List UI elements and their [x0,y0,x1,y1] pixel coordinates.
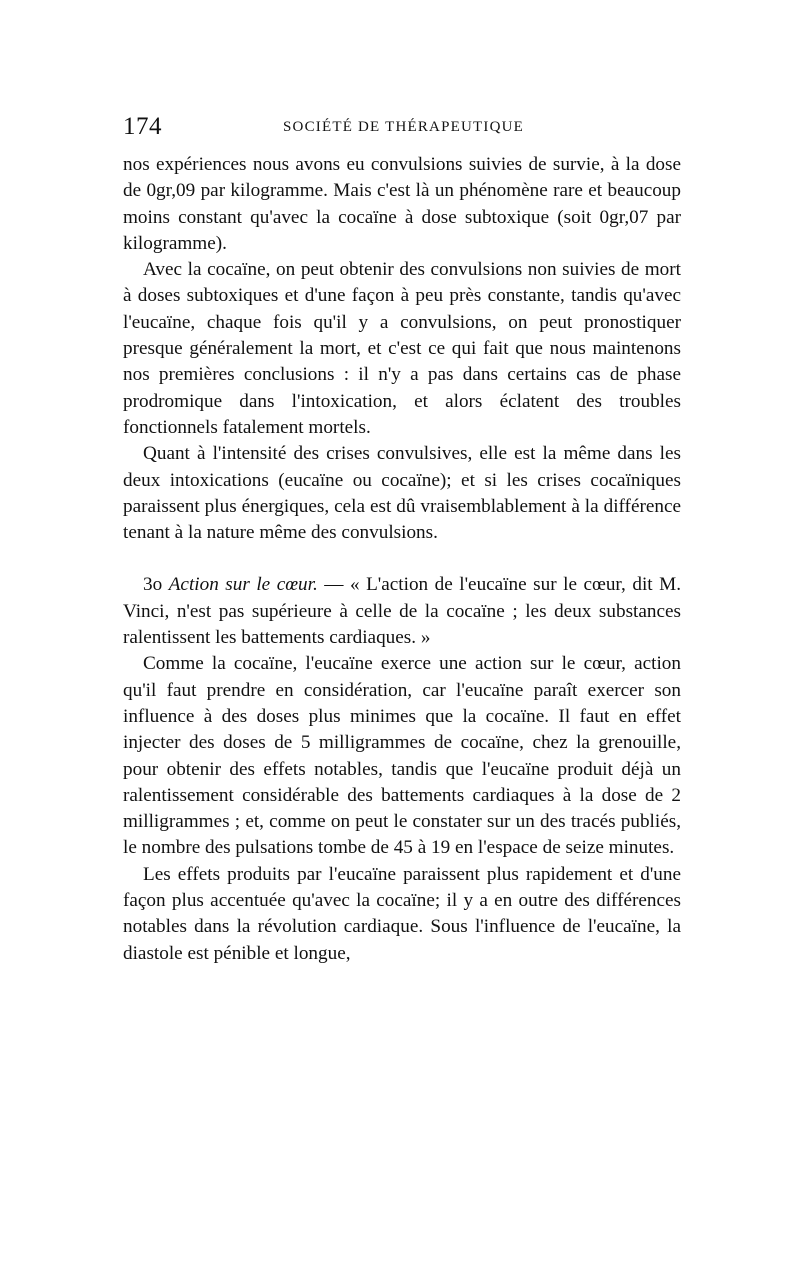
paragraph-6: Les effets produits par l'eucaïne paraissent plus rapidement et d'une façon plus accentuée qu'avec la cocaïne; il y a en outre des différences notables dans la révolution cardiaque. Sous l'influence de l'eucaïne, la diastole est pénible et longue, [123,863,681,964]
page-number: 174 [123,113,162,140]
running-head: SOCIÉTÉ DE THÉRAPEUTIQUE [283,119,525,135]
paragraph-2: Avec la cocaïne, on peut obtenir des convulsions non suivies de mort à doses subtoxiques et d'une façon à peu près constante, tandis qu'avec l'eucaïne, chaque fois qu'il y a convulsions, on peut pronostiquer presque généralement la mort, et c'est ce qui fait que nous maintenons nos premières conclusions : il n'y a pas dans certains cas de phase prodromique dans l'intoxication, et alors éclatent des troubles fonctionnels fatalement mortels. [123,259,681,438]
paragraph-1: nos expériences nous avons eu convulsions suivies de survie, à la dose de 0gr,09 par kilogramme. Mais c'est là un phénomène rare et beaucoup moins constant qu'avec la cocaïne à dose subtoxique (soit 0gr,07 par kilogramme). [123,154,681,254]
paragraph-4 [123,572,681,651]
page-header [123,113,683,143]
section-number: 3o [143,574,163,596]
paragraph-4-text: — « L'action de l'eucaïne sur le cœur, dit M. Vinci, n'est pas supérieure à celle de la cocaïne ; les deux substances ralentissent les battements cardiaques. » [123,574,681,649]
section-heading: Action sur le cœur. [168,574,318,596]
body-text [123,152,681,967]
paragraph-5: Comme la cocaïne, l'eucaïne exerce une action sur le cœur, action qu'il faut prendre en considération, car l'eucaïne paraît exercer son influence à des doses plus minimes que la cocaïne. Il faut en effet injecter des doses de 5 milligrammes de cocaïne, chez la grenouille, pour obtenir des effets notables, tandis que l'eucaïne produit déjà un ralentissement considérable des battements cardiaques à la dose de 2 milligrammes ; et, comme on peut le constater sur un des tracés publiés, le nombre des pulsations tombe de 45 à 19 en l'espace de seize minutes. [123,653,681,859]
paragraph-3: Quant à l'intensité des crises convulsives, elle est la même dans les deux intoxications (eucaïne ou cocaïne); et si les crises cocaïniques paraissent plus énergiques, cela est dû vraisemblablement à la différence tenant à la nature même des convulsions. [123,443,681,544]
